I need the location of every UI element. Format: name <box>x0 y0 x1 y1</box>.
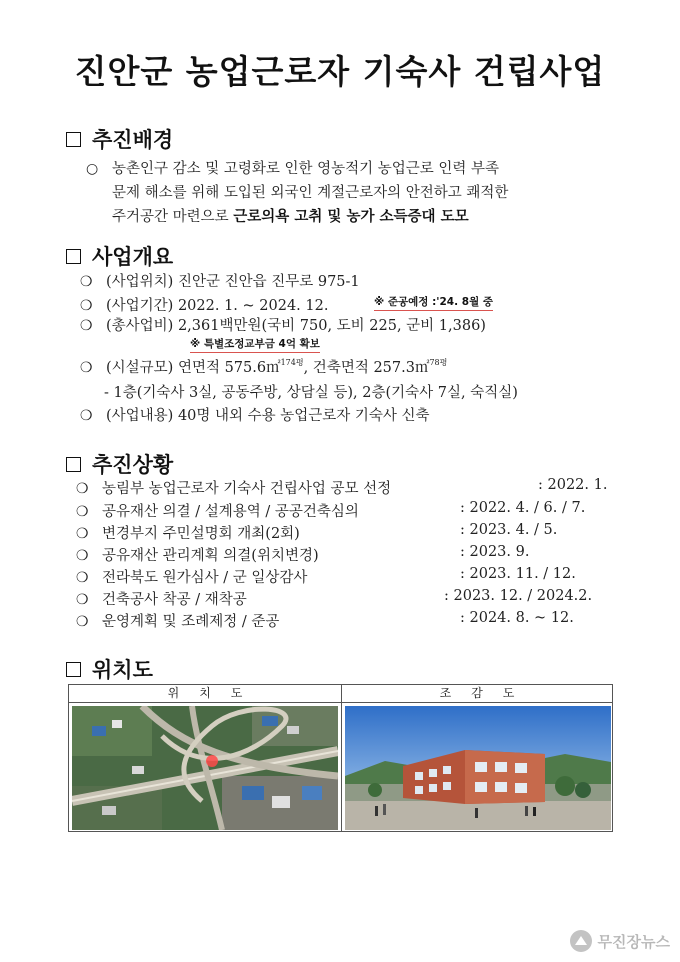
cost-note: ※ 특별조정교부금 4억 확보 <box>190 336 320 353</box>
overview-period <box>80 294 328 315</box>
bullet-icon: ❍ <box>76 570 89 586</box>
bullet-icon: ❍ <box>80 318 93 334</box>
progress-item <box>76 522 558 543</box>
text: (사업위치) 진안군 진안읍 진무로 975-1 <box>106 274 360 290</box>
progress-date: : 2023. 4. / 5. <box>460 522 558 538</box>
column-header-rendering: 조감도 <box>342 685 612 703</box>
text: (시설규모) 연면적 575.6㎡ <box>106 360 281 376</box>
checkbox-square-icon <box>66 662 81 677</box>
progress-item <box>76 566 576 587</box>
document-title: 진안군 농업근로자 기숙사 건립사업 <box>74 52 606 91</box>
bullet-icon: ❍ <box>76 526 89 542</box>
watermark <box>570 930 670 952</box>
overview-scale <box>80 356 447 377</box>
mountain-logo-icon <box>570 930 592 952</box>
background-line-3 <box>112 205 469 226</box>
circle-bullet-icon: ○ <box>86 161 99 177</box>
bullet-icon: ❍ <box>76 592 89 608</box>
text: , 건축면적 257.3㎡ <box>303 360 430 376</box>
superscript: 78평 <box>429 358 448 367</box>
superscript: 174평 <box>280 358 304 367</box>
section-title: 추진상황 <box>92 453 174 477</box>
bullet-icon: ❍ <box>80 408 93 424</box>
progress-item <box>76 588 593 609</box>
overview-location <box>80 270 360 291</box>
bullet-icon: ❍ <box>80 274 93 290</box>
checkbox-square-icon <box>66 132 81 147</box>
background-line-1 <box>86 157 499 178</box>
progress-date: : 2022. 4. / 6. / 7. <box>460 500 586 516</box>
progress-date: : 2024. 8. ~ 12. <box>460 610 574 626</box>
text: (총사업비) 2,361백만원(국비 750, 도비 225, 군비 1,386) <box>106 318 486 334</box>
bullet-icon: ❍ <box>80 360 93 376</box>
column-header-location: 위치도 <box>69 685 341 703</box>
bullet-icon: ❍ <box>76 481 89 497</box>
progress-item <box>76 500 586 521</box>
progress-text: 공유재산 관리계획 의결(위치변경) <box>102 548 319 564</box>
checkbox-square-icon <box>66 249 81 264</box>
text: 주거공간 마련으로 <box>112 209 234 225</box>
progress-text: 농림부 농업근로자 기숙사 건립사업 공모 선정 <box>102 481 392 497</box>
progress-date: : 2022. 1. <box>538 477 608 493</box>
progress-item <box>76 544 530 565</box>
overview-cost <box>80 314 486 335</box>
progress-date: : 2023. 9. <box>460 544 530 560</box>
bullet-icon: ❍ <box>76 614 89 630</box>
checkbox-square-icon <box>66 457 81 472</box>
progress-date: : 2023. 11. / 12. <box>460 566 576 582</box>
background-line-2: 문제 해소를 위해 도입된 외국인 계절근로자의 안전하고 쾌적한 <box>112 185 509 201</box>
progress-text: 공유재산 의결 / 설계용역 / 공공건축심의 <box>102 504 359 520</box>
watermark-text: 무진장뉴스 <box>597 932 670 951</box>
progress-item <box>76 477 608 498</box>
progress-text: 변경부지 주민설명회 개최(2회) <box>102 526 300 542</box>
progress-text: 운영계획 및 조례제정 / 준공 <box>102 614 280 630</box>
bullet-icon: ❍ <box>76 548 89 564</box>
aerial-map-image <box>72 706 338 830</box>
emphasis-text: 근로의욕 고취 및 농가 소득증대 도모 <box>233 209 469 225</box>
bullet-icon: ❍ <box>76 504 89 520</box>
architectural-rendering-image <box>345 706 611 830</box>
bullet-icon: ❍ <box>80 298 93 314</box>
text: (사업기간) 2022. 1. ~ 2024. 12. <box>106 298 329 314</box>
location-image-table <box>68 684 613 832</box>
progress-text: 건축공사 착공 / 재착공 <box>102 592 247 608</box>
overview-scale-detail: - 1층(기숙사 3실, 공동주방, 상담실 등), 2층(기숙사 7실, 숙직실) <box>104 385 518 401</box>
progress-text: 전라북도 원가심사 / 군 일상감사 <box>102 570 308 586</box>
column-divider <box>341 685 342 831</box>
period-note: ※ 준공예정 :'24. 8월 중 <box>374 294 493 311</box>
text: 농촌인구 감소 및 고령화로 인한 영농적기 농업근로 인력 부족 <box>112 161 500 177</box>
text: (사업내용) 40명 내외 수용 농업근로자 기숙사 신축 <box>106 408 430 424</box>
progress-date: : 2023. 12. / 2024.2. <box>444 588 593 604</box>
section-heading-progress <box>66 449 173 479</box>
section-title: 추진배경 <box>92 128 174 152</box>
section-title: 사업개요 <box>92 245 174 269</box>
overview-content <box>80 404 430 425</box>
section-heading-location <box>66 654 153 684</box>
section-title: 위치도 <box>92 658 153 682</box>
section-heading-background <box>66 124 173 154</box>
progress-item <box>76 610 574 631</box>
section-heading-overview <box>66 241 173 271</box>
